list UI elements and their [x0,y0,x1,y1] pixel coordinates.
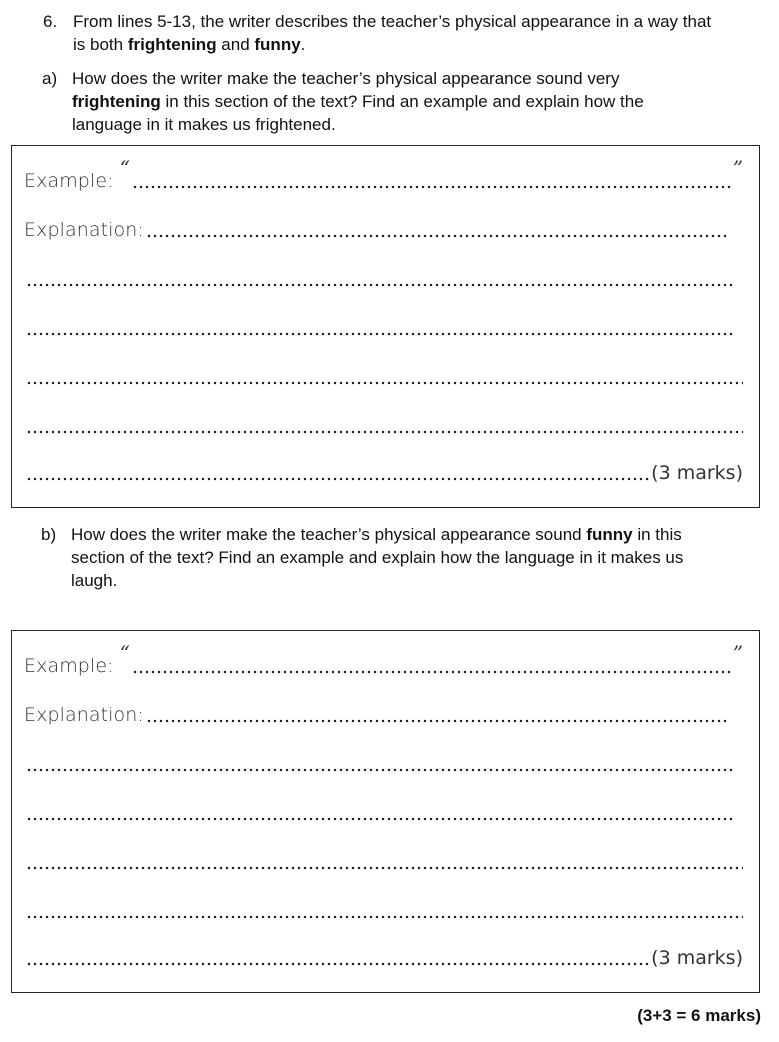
close-quote: ” [732,156,743,180]
bold-funny: funny [254,35,301,54]
dotted-line[interactable] [26,430,743,434]
answer-line[interactable] [24,362,745,388]
dotted-line[interactable] [26,477,649,481]
part-a-text [72,67,644,136]
text-segment: in this [632,525,682,544]
example-label: Example: [24,655,114,677]
close-quote: ” [732,641,743,665]
explanation-label: Explanation: [24,704,144,726]
part-label: a) [42,69,58,88]
dotted-line[interactable] [26,332,735,336]
dotted-line[interactable] [26,962,649,966]
explanation-line[interactable] [24,700,729,726]
part-b-text [71,523,683,592]
question-number: 6. [43,12,58,31]
bold-frightening: frightening [127,35,217,54]
text-segment: is both [73,35,128,54]
dotted-line[interactable] [26,866,743,870]
dotted-line[interactable] [26,915,743,919]
marks-label: (3 marks) [651,462,743,484]
dotted-line[interactable] [132,670,731,674]
answer-box-b[interactable] [11,630,760,993]
dotted-line[interactable] [26,768,735,772]
answer-line[interactable] [24,749,737,775]
marks-label: (3 marks) [651,947,743,969]
total-marks: (3+3 = 6 marks) [637,1006,761,1025]
dotted-line[interactable] [146,234,727,238]
part-a-line-3: language in it makes us frightened. [72,115,336,134]
example-label: Example: [24,170,114,192]
answer-line-with-marks[interactable] [24,458,743,484]
question-text [73,10,711,56]
dotted-line[interactable] [26,283,735,287]
answer-line[interactable] [24,847,745,873]
answer-line[interactable] [24,798,737,824]
answer-line-with-marks[interactable] [24,943,743,969]
question-line-1: From lines 5-13, the writer describes the teacher’s physical appearance in a way that [73,12,712,31]
text-segment: in this section of the text? Find an example and explain how the [160,92,644,111]
question-line-2 [73,33,711,56]
example-line[interactable] [24,641,743,677]
dotted-line[interactable] [132,185,731,189]
part-label: b) [41,525,57,544]
part-a-line-2 [72,90,644,113]
open-quote: “ [119,156,130,180]
bold-funny: funny [586,525,633,544]
example-line[interactable] [24,156,743,192]
text-segment: . [300,35,306,54]
text-segment: How does the writer make the teacher’s physical appearance sound [71,525,587,544]
part-b-line-3: laugh. [71,571,118,590]
dotted-line[interactable] [146,719,727,723]
answer-box-a[interactable] [11,145,760,508]
part-b-line-1 [71,523,683,546]
explanation-line[interactable] [24,215,729,241]
part-b-line-2: section of the text? Find an example and explain how the language in it makes us [71,548,684,567]
text-segment: and [216,35,255,54]
part-a-line-1: How does the writer make the teacher’s physical appearance sound very [72,69,620,88]
dotted-line[interactable] [26,381,743,385]
answer-line[interactable] [24,896,745,922]
answer-line[interactable] [24,264,737,290]
bold-frightening: frightening [72,92,161,111]
answer-line[interactable] [24,411,745,437]
open-quote: “ [119,641,130,665]
answer-line[interactable] [24,313,737,339]
dotted-line[interactable] [26,817,735,821]
explanation-label: Explanation: [24,219,144,241]
